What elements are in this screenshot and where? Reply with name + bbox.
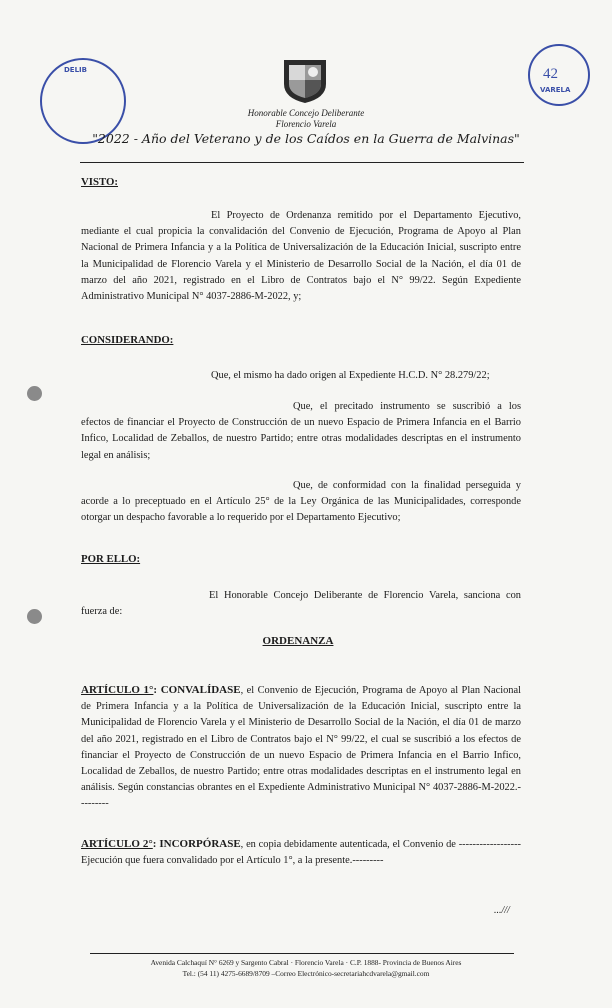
right-seal-text: VARELA xyxy=(540,86,571,94)
article-1-body: , el Convenio de Ejecución, Programa de Apoyo al Plan Nacional de Primera Infancia y a la Política de Universalización de la Educación Inicial, suscripto entre la Municipalidad de Florencio Varela y el Ministerio de Desarrollo Social de la Nación, el día 01 de marzo del año 2021, registrado en el Libro de Contratos bajo el N° 99/22, el cual se suscribió a los efectos de financiar el Proyecto de Construcción de un nuevo Espacio de Primera Infancia en el Barrio Infico, Localidad de Zeballos, de nuestro Partido; entre otras modalidades descriptas en el instrumento legal en análisis. Según constancias obrantes en el Expediente Administrativo Municipal N° 4037-2886-M-2022.--------- xyxy=(81,685,521,810)
article-1-verb: : CONVALÍDASE xyxy=(153,684,241,696)
article-1-label: ARTÍCULO 1° xyxy=(81,684,154,696)
article-2-verb: : INCORPÓRASE xyxy=(152,838,241,850)
left-seal-text: DELIB xyxy=(64,66,87,74)
punch-hole-bottom xyxy=(27,609,42,624)
article-2-body: , en copia debidamente autenticada, el Convenio de ------------------ Ejecución que fuera convalidado por el Artículo 1°, a la presente.--------- xyxy=(81,839,521,867)
considerando-p3: Que, de conformidad con la finalidad perseguida y acorde a lo preceptuado en el Artículo 25° de la Ley Orgánica de las Municipalidades, corresponde otorgar un despacho favorable a lo requerido por el Departamento Ejecutivo; xyxy=(81,480,521,524)
visto-heading: VISTO: xyxy=(81,176,119,188)
year-motto: "2022 - Año del Veterano y de los Caídos en la Guerra de Malvinas" xyxy=(92,131,520,146)
right-seal-stamp xyxy=(528,44,590,106)
footer-contact: Tel.: (54 11) 4275-6689/8709 –Correo Electrónico-secretariahcdvarela@gmail.com xyxy=(182,969,430,978)
article-2-label: ARTÍCULO 2° xyxy=(81,838,153,850)
por-ello-heading: POR ELLO: xyxy=(81,553,141,565)
footer-address: Avenida Calchaquí N° 6269 y Sargento Cabral · Florencio Varela · C.P. 1888- Provincia de Buenos Aires xyxy=(150,958,462,967)
considerando-p1: Que, el mismo ha dado origen al Expediente H.C.D. N° 28.279/22; xyxy=(211,370,490,381)
por-ello-body: El Honorable Concejo Deliberante de Florencio Varela, sanciona con fuerza de: xyxy=(81,590,521,618)
institution-name: Honorable Concejo Deliberante xyxy=(247,108,365,118)
municipal-crest-logo xyxy=(280,58,330,104)
continuation-marker: .../// xyxy=(494,905,510,916)
considerando-heading: CONSIDERANDO: xyxy=(81,334,174,346)
folio-number: 42 xyxy=(543,66,558,82)
considerando-p2: Que, el precitado instrumento se suscribió a los efectos de financiar el Proyecto de Construcción de un nuevo Espacio de Primera Infancia en el Barrio Infico, Localidad de Zeballos, de nuestro Partido; entre otras modalidades descriptas en el instrumento legal en análisis; xyxy=(81,401,521,461)
punch-hole-top xyxy=(27,386,42,401)
header-divider xyxy=(80,162,524,163)
article-1 xyxy=(81,682,521,813)
footer-divider xyxy=(90,953,514,954)
city-name: Florencio Varela xyxy=(275,119,337,129)
article-2 xyxy=(81,836,521,869)
ordenanza-title: ORDENANZA xyxy=(262,635,334,647)
visto-body: El Proyecto de Ordenanza remitido por el Departamento Ejecutivo, mediante el cual propicia la convalidación del Convenio de Ejecución, Programa de Apoyo al Plan Nacional de Primera Infancia y a la Política de Universalización de la Educación Inicial, suscripto entre la Municipalidad de Florencio Varela y el Ministerio de Desarrollo Social de la Nación, el día 01 de marzo del año 2021, registrado en el Libro de Contratos bajo el N° 99/22. Según Expediente Administrativo Municipal N° 4037-2886-M-2022, y; xyxy=(81,210,521,303)
